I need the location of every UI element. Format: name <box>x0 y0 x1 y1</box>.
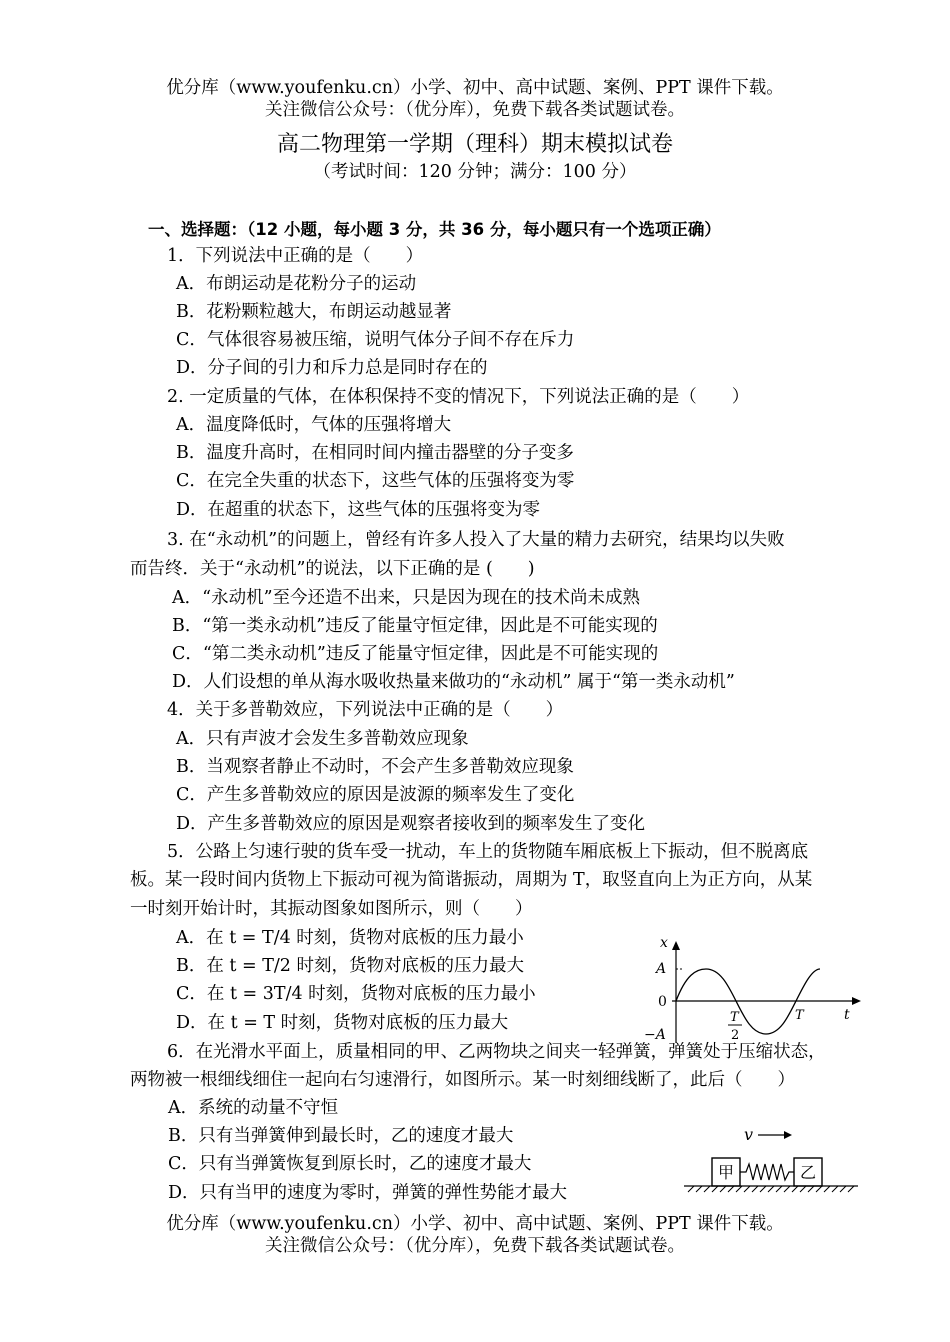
q5-option-a: A．在 t = T/4 时刻，货物对底板的压力最小 <box>176 928 524 948</box>
q1-option-d: D．分子间的引力和斥力总是同时存在的 <box>176 358 488 378</box>
q6-option-b: B．只有当弹簧伸到最长时，乙的速度才最大 <box>168 1126 514 1146</box>
q5-stem-line-2: 板。某一段时间内货物上下振动可视为简谐振动，周期为 T，取竖直向上为正方向，从某 <box>130 870 813 890</box>
graph-t-arrow <box>852 997 861 1005</box>
q6-option-a: A．系统的动量不守恒 <box>168 1098 339 1118</box>
q1-option-c: C．气体很容易被压缩，说明气体分子间不存在斥力 <box>176 330 575 350</box>
q5-stem-line-1: 5．公路上匀速行驶的货车受一扰动，车上的货物随车厢底板上下振动，但不脱离底 <box>167 842 809 862</box>
q6-option-d: D．只有当甲的速度为零时，弹簧的弹性势能才最大 <box>168 1183 568 1203</box>
q6-stem-line-1: 6．在光滑水平面上，质量相同的甲、乙两物块之间夹一轻弹簧，弹簧处于压缩状态， <box>167 1042 826 1062</box>
q2-stem: 2. 一定质量的气体，在体积保持不变的情况下，下列说法正确的是（ ） <box>167 387 750 407</box>
q4-stem: 4．关于多普勒效应，下列说法中正确的是（ ） <box>167 700 564 720</box>
section-heading: 一、选择题：（12 小题，每小题 3 分，共 36 分，每小题只有一个选项正确） <box>148 220 721 239</box>
footer-line-1: 优分库（www.youfenku.cn）小学、初中、高中试题、案例、PPT 课件下载。 <box>166 1214 784 1234</box>
q3-stem-line-2: 而告终．关于“永动机”的说法，以下正确的是 ( ) <box>130 559 535 579</box>
q3-option-b: B．“第一类永动机”违反了能量守恒定律，因此是不可能实现的 <box>172 616 658 636</box>
graph-origin-label: 0 <box>658 994 667 1010</box>
q2-option-a: A．温度降低时，气体的压强将增大 <box>176 415 452 435</box>
graph-half-period-num: T <box>730 1010 739 1025</box>
q3-option-c: C．“第二类永动机”违反了能量守恒定律，因此是不可能实现的 <box>172 644 659 664</box>
q2-option-d: D．在超重的状态下，这些气体的压强将变为零 <box>176 500 541 520</box>
q4-option-d: D．产生多普勒效应的原因是观察者接收到的频率发生了变化 <box>176 814 646 834</box>
q5-option-d: D．在 t = T 时刻，货物对底板的压力最大 <box>176 1013 509 1033</box>
exam-subtitle: （考试时间：120 分钟；满分：100 分） <box>313 162 637 182</box>
spring-blocks-figure <box>680 1120 865 1200</box>
q3-option-a: A．“永动机”至今还造不出来，只是因为现在的技术尚未成熟 <box>172 588 641 608</box>
header-line-2: 关注微信公众号：（优分库），免费下载各类试题试卷。 <box>265 100 685 120</box>
q3-option-d: D．人们设想的单从海水吸收热量来做功的“永动机” 属于“第一类永动机” <box>172 672 735 692</box>
vibration-graph <box>640 935 865 1050</box>
block-jia-label: 甲 <box>717 1163 735 1182</box>
q3-stem-line-1: 3. 在“永动机”的问题上，曾经有许多人投入了大量的精力去研究，结果均以失败 <box>167 530 785 550</box>
q4-option-b: B．当观察者静止不动时，不会产生多普勒效应现象 <box>176 757 574 777</box>
q5-stem-line-3: 一时刻开始计时，其振动图象如图所示，则（ ） <box>130 899 533 919</box>
header-line-1: 优分库（www.youfenku.cn）小学、初中、高中试题、案例、PPT 课件下载。 <box>166 78 784 98</box>
q2-option-b: B．温度升高时，在相同时间内撞击器壁的分子变多 <box>176 443 574 463</box>
q4-option-c: C．产生多普勒效应的原因是波源的频率发生了变化 <box>176 785 575 805</box>
q6-stem-line-2: 两物被一根细线细住一起向右匀速滑行，如图所示。某一时刻细线断了，此后（ ） <box>130 1070 795 1090</box>
exam-title: 高二物理第一学期（理科）期末模拟试卷 <box>276 132 673 157</box>
q5-option-b: B．在 t = T/2 时刻，货物对底板的压力最大 <box>176 956 525 976</box>
q1-option-a: A．布朗运动是花粉分子的运动 <box>176 274 417 294</box>
q4-option-a: A．只有声波才会发生多普勒效应现象 <box>176 729 469 749</box>
q6-option-c: C．只有当弹簧恢复到原长时，乙的速度才最大 <box>168 1154 532 1174</box>
graph-period-label: T <box>795 1008 804 1023</box>
graph-t-label: t <box>844 1007 850 1023</box>
q1-stem: 1．下列说法中正确的是（ ） <box>167 246 424 266</box>
graph-x-label: x <box>660 935 668 951</box>
graph-x-arrow <box>672 941 680 950</box>
ground-hatch <box>688 1186 854 1192</box>
graph-amp-neg-label: −A <box>644 1027 666 1043</box>
spring-icon <box>740 1164 794 1180</box>
q1-option-b: B．花粉颗粒越大，布朗运动越显著 <box>176 302 452 322</box>
graph-amp-pos-label: A <box>656 961 667 977</box>
footer-line-2: 关注微信公众号：（优分库），免费下载各类试题试卷。 <box>265 1236 685 1256</box>
q2-option-c: C．在完全失重的状态下，这些气体的压强将变为零 <box>176 471 575 491</box>
velocity-arrow-head <box>784 1131 792 1139</box>
block-yi-label: 乙 <box>799 1163 817 1182</box>
q5-option-c: C．在 t = 3T/4 时刻，货物对底板的压力最小 <box>176 984 536 1004</box>
graph-half-period-den: 2 <box>731 1028 740 1043</box>
velocity-label: v <box>744 1125 754 1144</box>
